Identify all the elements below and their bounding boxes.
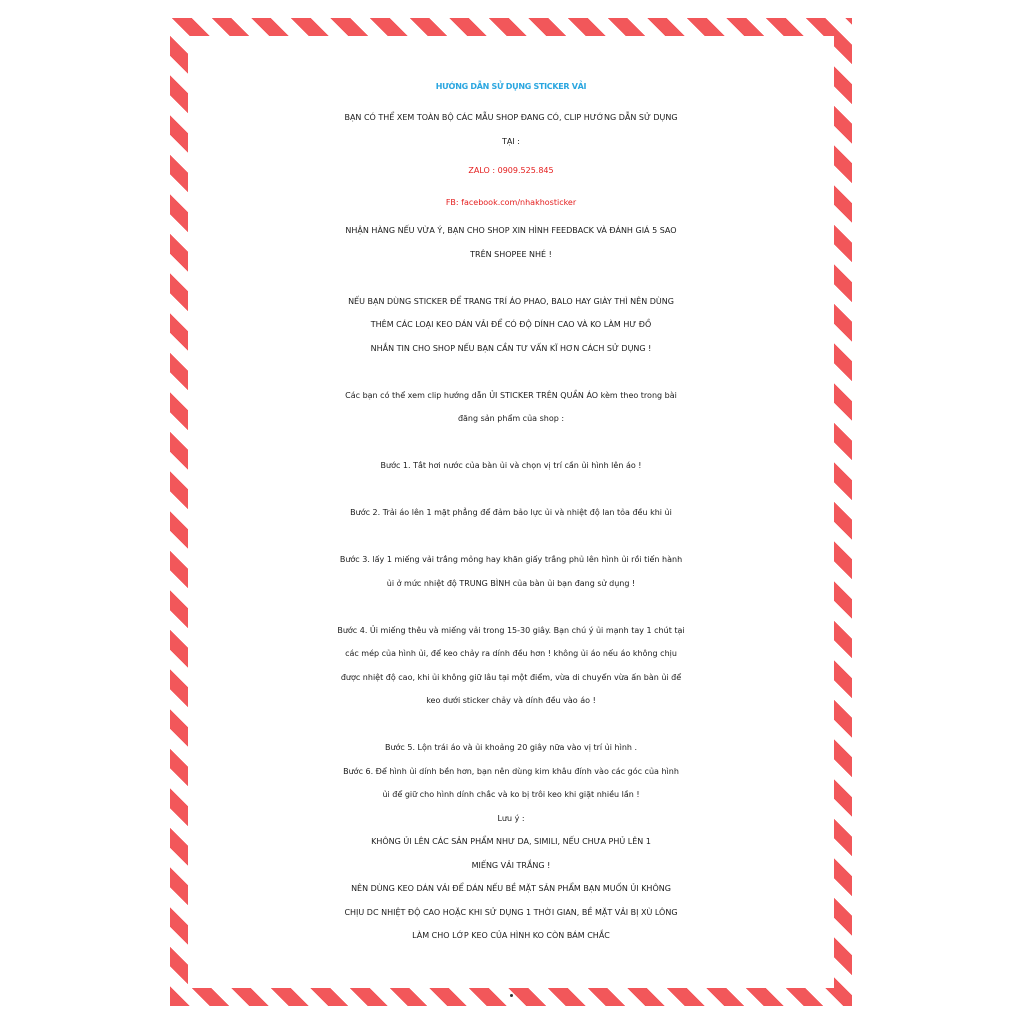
instruction-card	[188, 36, 834, 988]
note-line-4: CHỊU DC NHIỆT ĐỘ CAO HOẶC KHI SỬ DỤNG 1 THỜI GIAN, BỀ MẶT VẢI BỊ XÙ LÔNG	[344, 907, 678, 917]
spacer	[188, 713, 834, 737]
clip-note-line-2: đăng sản phẩm của shop :	[457, 414, 565, 423]
facebook-contact: FB: facebook.com/nhakhosticker	[445, 198, 577, 207]
glue-note-line-3: NHẮN TIN CHO SHOP NẾU BẠN CẦN TƯ VẤN KĨ HƠN CÁCH SỬ DỤNG !	[370, 343, 652, 353]
spacer	[188, 525, 834, 549]
spacer	[188, 478, 834, 502]
note-heading: Lưu ý :	[497, 813, 525, 823]
page-title: HƯỚNG DẪN SỬ DỤNG STICKER VẢI	[435, 82, 587, 91]
step-6-line-1: Bước 6. Để hình ủi dính bền hơn, bạn nên dùng kim khâu đính vào các góc của hình	[343, 766, 679, 776]
spacer	[188, 266, 834, 290]
step-3-line-1: Bước 3. lấy 1 miếng vải trắng mỏng hay khăn giấy trắng phủ lên hình ủi rồi tiến hành	[339, 555, 683, 564]
feedback-line-1: NHẬN HÀNG NẾU VỪA Ý, BẠN CHO SHOP XIN HÌNH FEEDBACK VÀ ĐÁNH GIÁ 5 SAO	[345, 226, 677, 235]
spacer	[188, 431, 834, 455]
step-4-line-1: Bước 4. Ủi miếng thêu và miếng vải trong 15-30 giây. Bạn chú ý ủi mạnh tay 1 chút tại	[337, 625, 685, 635]
step-4-line-2: các mép của hình ủi, để keo chảy ra dính đều hơn ! không ủi áo nếu áo không chịu	[345, 649, 677, 658]
clip-note-line-1: Các bạn có thể xem clip hướng dẫn ỦI STICKER TRÊN QUẦN ÁO kèm theo trong bài	[345, 390, 677, 400]
glue-note-line-1: NẾU BẠN DÙNG STICKER ĐỂ TRANG TRÍ ÁO PHAO, BALO HAY GIÀY THÌ NÊN DÙNG	[348, 296, 674, 306]
note-line-3: NÊN DÙNG KEO DÁN VẢI ĐỂ DÁN NẾU BỀ MẶT SẢN PHẨM BẠN MUỐN ỦI KHÔNG	[351, 884, 671, 893]
intro-line-2: TẠI :	[502, 136, 520, 146]
instruction-content	[188, 74, 834, 948]
step-4-line-4: keo dưới sticker chảy và dính đều vào áo !	[426, 696, 596, 705]
bottom-dot	[510, 994, 513, 997]
step-3-line-2: ủi ở mức nhiệt độ TRUNG BÌNH của bàn ủi bạn đang sử dụng !	[386, 578, 636, 588]
step-6-line-2: ủi để giữ cho hình dính chắc và ko bị trôi keo khi giặt nhiều lần !	[382, 790, 640, 799]
step-2: Bước 2. Trải áo lên 1 mặt phẳng để đảm bảo lực ủi và nhiệt độ lan tỏa đều khi ủi	[350, 508, 672, 517]
step-1: Bước 1. Tắt hơi nước của bàn ủi và chọn vị trí cần ủi hình lên áo !	[380, 461, 642, 470]
spacer	[188, 360, 834, 384]
step-4-line-3: được nhiệt độ cao, khi ủi không giữ lâu tại một điểm, vừa di chuyển vừa ấn bàn ủi để	[340, 672, 682, 682]
intro-line-1: BẠN CÓ THỂ XEM TOÀN BỘ CÁC MẪU SHOP ĐANG CÓ, CLIP HƯỚNG DẪN SỬ DỤNG	[344, 113, 678, 122]
note-line-5: LÀM CHO LỚP KEO CỦA HÌNH KO CÒN BÁM CHẮC	[412, 931, 610, 940]
spacer	[188, 595, 834, 619]
glue-note-line-2: THÊM CÁC LOẠI KEO DÁN VẢI ĐỂ CÓ ĐỘ DÍNH CAO VÀ KO LÀM HƯ ĐỒ	[370, 320, 652, 329]
note-line-1: KHÔNG ỦI LÊN CÁC SẢN PHẨM NHƯ DA, SIMILI, NẾU CHƯA PHỦ LÊN 1	[371, 837, 651, 846]
step-5: Bước 5. Lộn trái áo và ủi khoảng 20 giây nữa vào vị trí ủi hình .	[384, 743, 638, 752]
note-line-2: MIẾNG VẢI TRẮNG !	[471, 860, 551, 870]
zalo-contact: ZALO : 0909.525.845	[468, 166, 554, 175]
feedback-line-2: TRÊN SHOPEE NHÉ !	[470, 249, 552, 259]
striped-border-frame	[170, 18, 852, 1006]
